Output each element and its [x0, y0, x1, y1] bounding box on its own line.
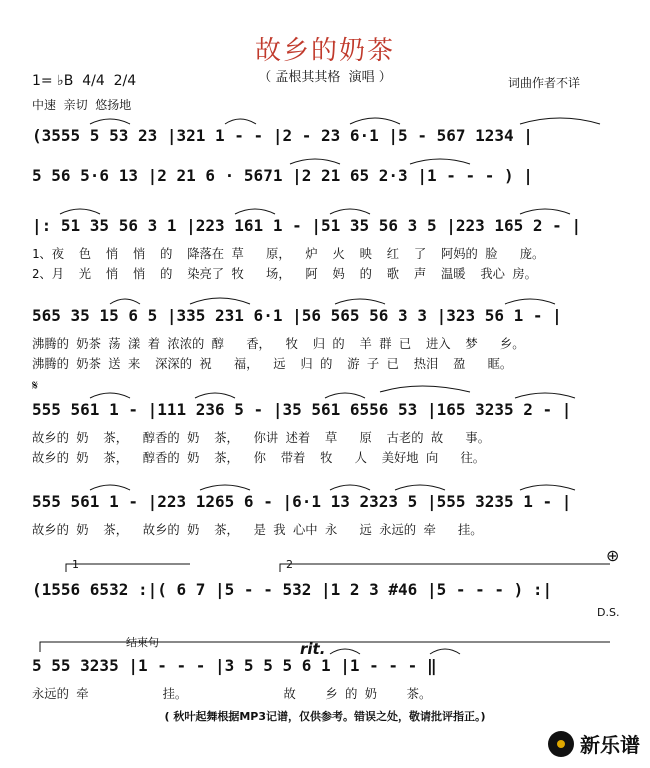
score-line-8: 5 55 3235 |1 - - - |3 5 5 5 6 1 |1 - - - ‖	[32, 656, 437, 675]
slur	[520, 485, 575, 490]
dal-segno-mark: D.S.	[597, 606, 620, 619]
score-line-1: (3555 5 53 23 |321 1 - - |2 - 23 6·1 |5 - 567 1234 |	[32, 126, 533, 145]
slur	[325, 393, 365, 398]
slur	[330, 649, 360, 654]
score-line-5: 555 561 1 - |111 236 5 - |35 561 6556 53 |165 3235 2 - |	[32, 400, 572, 419]
slur	[430, 649, 460, 654]
slur	[520, 118, 600, 124]
slur	[90, 119, 130, 124]
slur	[380, 386, 470, 392]
lyrics-line-8-verse-1: 永远的 牵 挂。 故 乡 的 奶 茶。	[32, 687, 432, 701]
singer-credit: （ 孟根其其格 演唱 ）	[258, 70, 392, 85]
slur	[350, 118, 400, 124]
slur	[235, 209, 275, 214]
transcription-note: ( 秋叶起舞根据MP3记谱，仅供参考。错误之处，敬请批评指正。)	[164, 710, 486, 723]
score-line-7: (1556 6532 :|( 6 7 |5 - - 532 |1 2 3 #46 |5 - - - ) :|	[32, 580, 553, 599]
composer-credit: 词曲作者不详	[508, 76, 581, 90]
score-line-4: 565 35 15 6 5 |335 231 6·1 |56 565 56 3 3 |323 56 1 - |	[32, 306, 562, 325]
score-line-2: 5 56 5·6 13 |2 21 6 · 5671 |2 21 65 2·3 |1 - - - ) |	[32, 166, 533, 185]
volta-1-bracket	[66, 564, 190, 572]
lyrics-line-5-verse-2: 故乡的 奶 茶， 醇香的 奶 茶， 你 带着 牧 人 美好地 向 往。	[32, 451, 486, 465]
site-logo	[548, 729, 640, 758]
song-title: 故乡的奶茶	[254, 36, 395, 66]
lyrics-line-5-verse-1: 故乡的 奶 茶， 醇香的 奶 茶， 你讲 述着 草 原 古老的 故 事。	[32, 431, 490, 445]
slur	[200, 485, 250, 490]
score-line-3: |: 51 35 56 3 1 |223 161 1 - |51 35 56 3 5 |223 165 2 - |	[32, 216, 582, 235]
slur	[195, 393, 235, 398]
slur	[395, 485, 445, 490]
record-disc-icon	[548, 731, 574, 757]
logo-text: 新乐谱	[580, 733, 640, 757]
slur	[290, 159, 340, 164]
lyrics-line-3-verse-2: 2、月 光 悄 悄 的 染亮了 牧 场， 阿 妈 的 歌 声 温暖 我心 房。	[32, 267, 537, 281]
lyrics-line-4-verse-2: 沸腾的 奶茶 送 来 深深的 祝 福， 远 归 的 游 子 已 热泪 盈 眶。	[32, 357, 513, 371]
slur	[190, 298, 250, 304]
volta-2-bracket	[280, 564, 610, 572]
slur	[90, 393, 130, 398]
slur	[335, 299, 385, 304]
lyrics-line-4-verse-1: 沸腾的 奶茶 荡 漾 着 浓浓的 醇 香， 牧 归 的 羊 群 已 进入 梦 乡。	[32, 337, 525, 351]
tempo-marking: 中速 亲切 悠扬地	[32, 98, 132, 112]
slur	[515, 393, 575, 398]
lyrics-line-3-verse-1: 1、夜 色 悄 悄 的 降落在 草 原， 炉 火 映 红 了 阿妈的 脸 庞。	[32, 247, 545, 261]
coda-sign: ⊕	[606, 546, 620, 565]
slur	[505, 299, 555, 304]
lyrics-line-6-verse-1: 故乡的 奶 茶， 故乡的 奶 茶， 是 我 心中 永 远 永远的 牵 挂。	[32, 523, 483, 537]
ending-label: 结束句	[126, 636, 159, 649]
slur	[520, 209, 570, 214]
slur	[330, 485, 370, 490]
volta-1-label: 1	[72, 558, 79, 571]
slur	[225, 119, 256, 124]
score-line-6: 555 561 1 - |223 1265 6 - |6·1 13 2323 5 |555 3235 1 - |	[32, 492, 572, 511]
key-signature: 1= ♭B 4/4 2/4	[32, 73, 137, 89]
slur	[60, 209, 100, 214]
slur	[110, 299, 140, 304]
slur	[330, 209, 370, 214]
ritardando-mark: rit.	[300, 640, 326, 658]
slur	[410, 159, 470, 164]
volta-2-label: 2	[286, 558, 293, 571]
segno-sign: 𝄋	[32, 378, 39, 394]
slur	[90, 485, 130, 490]
